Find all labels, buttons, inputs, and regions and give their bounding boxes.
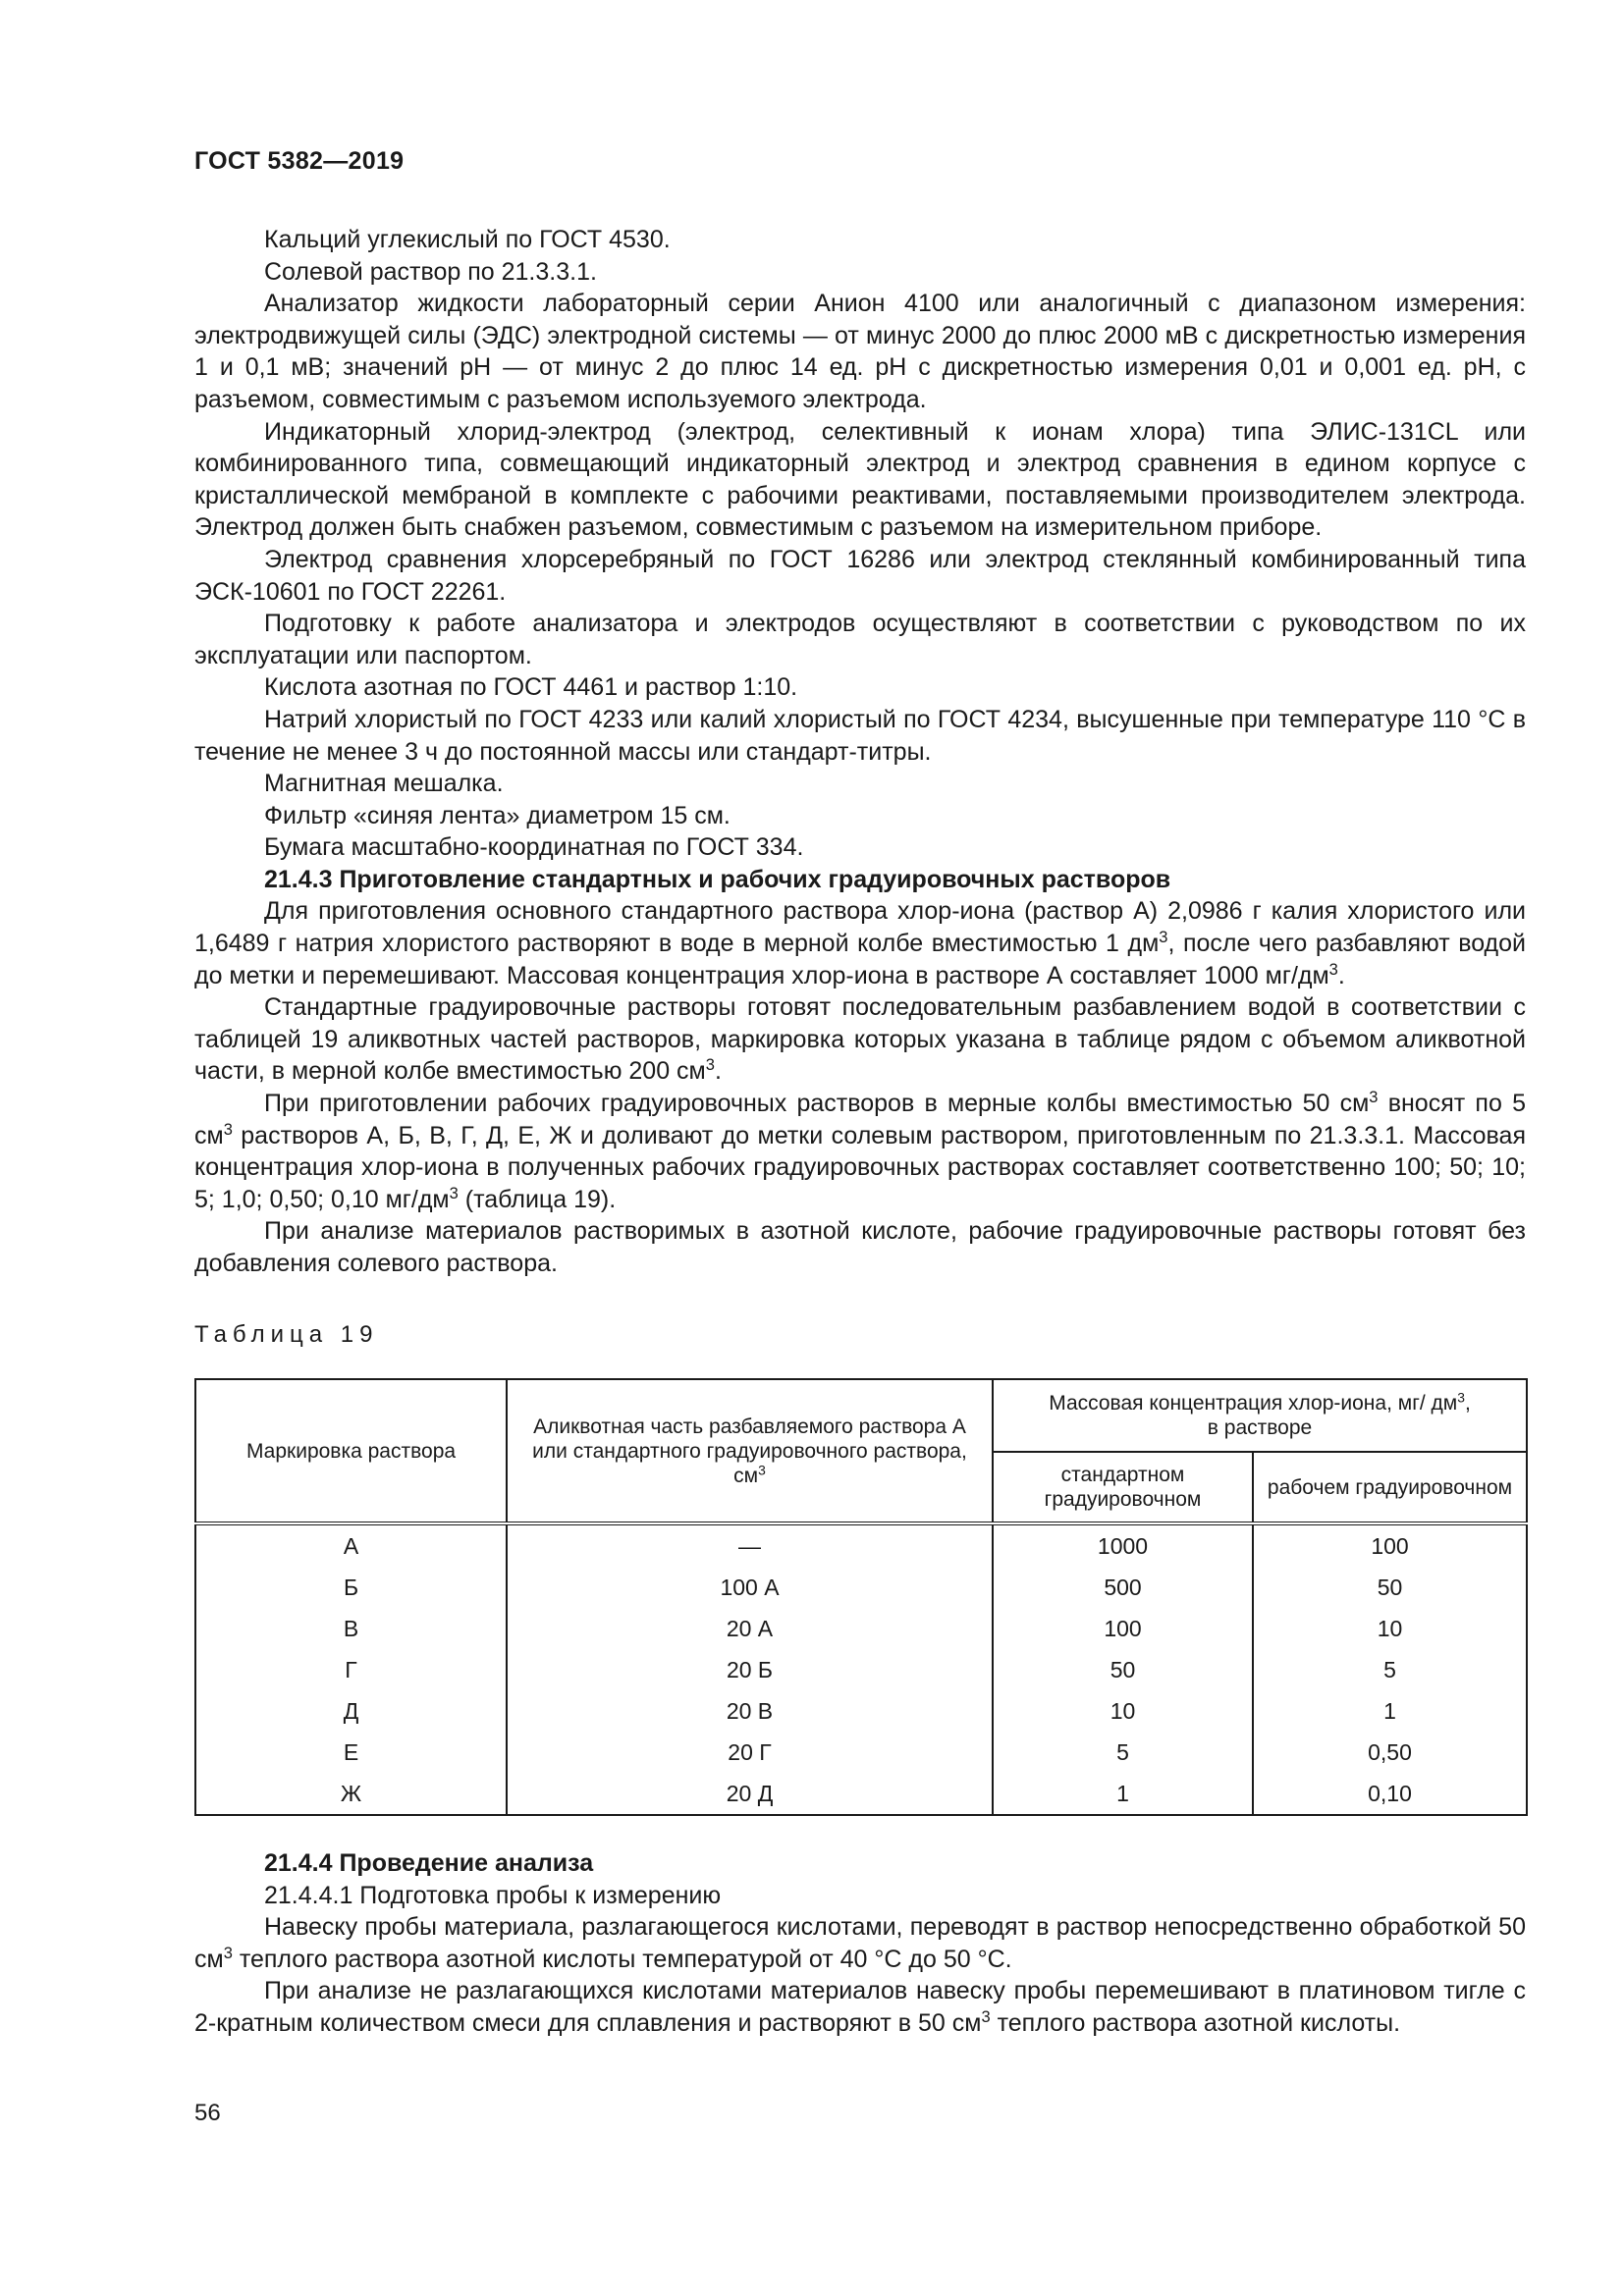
text-span: теплого раствора азотной кислоты температурой от 40 °С до 50 °С. [232, 1945, 1012, 1973]
cell-aliquot: 20 А [507, 1608, 993, 1649]
section-heading-21-4-3: 21.4.3 Приготовление стандартных и рабочих градуировочных растворов [264, 865, 1171, 893]
cell-marking: Г [195, 1649, 507, 1690]
cell-standard: 1 [993, 1773, 1253, 1815]
text-span: , после чего разбавляют водой до метки и перемешивают. Массовая концентрация хлор-иона в растворе А составляет 1000 мг/дм [194, 930, 1527, 989]
cell-working: 1 [1253, 1690, 1527, 1732]
cell-working: 5 [1253, 1649, 1527, 1690]
document-header: ГОСТ 5382—2019 [194, 147, 405, 175]
table-row [195, 1608, 1527, 1649]
superscript: 3 [449, 1184, 459, 1202]
paragraph: Натрий хлористый по ГОСТ 4233 или калий хлористый по ГОСТ 4234, высушенные при температуре 110 °С в течение не менее 3 ч до постоянной массы или стандарт-титры. [194, 705, 1526, 766]
section-heading-21-4-4: 21.4.4 Проведение анализа [264, 1849, 594, 1877]
table-row [195, 1649, 1527, 1690]
header-aliquot-text: Аликвотная часть разбавляемого раствора А или стандартного градуировочного раствора, см [532, 1415, 967, 1487]
table-19 [194, 1378, 1528, 1816]
table-caption: Таблица 19 [194, 1321, 379, 1348]
table-header [195, 1379, 1527, 1523]
superscript: 3 [223, 1944, 233, 1962]
table-row [195, 1732, 1527, 1773]
cell-marking: Ж [195, 1773, 507, 1815]
text-span: Для приготовления основного стандартного раствора хлор-иона (раствор А) 2,0986 г калия хлористого или 1,6489 г натрия хлористого растворяют в воде в мерной колбе вместимостью 1 дм [194, 897, 1526, 958]
cell-working: 100 [1253, 1523, 1527, 1567]
table-row [195, 1773, 1527, 1815]
table-row [195, 1523, 1527, 1567]
paragraph [194, 895, 1526, 991]
header-standard: стандартном градуировочном [993, 1452, 1253, 1523]
paragraph: Индикаторный хлорид-электрод (электрод, селективный к ионам хлора) типа ЭЛИС-131CL или комбинированного типа, совмещающий индикаторный электрод и электрод сравнения в едином корпусе с кристаллической мембраной в комплекте с рабочими реактивами, поставляемыми производителем электрода. Электрод должен быть снабжен разъемом, совместимым с разъемом на измерительном приборе. [194, 417, 1526, 542]
text-span: . [714, 1057, 722, 1086]
superscript: 3 [223, 1120, 233, 1139]
cell-working: 50 [1253, 1567, 1527, 1608]
paragraph [194, 1975, 1526, 2039]
text-span: (таблица 19). [458, 1185, 617, 1213]
superscript: 3 [1328, 960, 1338, 979]
text-span: Навеску пробы материала, разлагающегося кислотами, переводят в раствор непосредственно обработкой 50 см [194, 1913, 1526, 1973]
cell-working: 0,50 [1253, 1732, 1527, 1773]
cell-standard: 100 [993, 1608, 1253, 1649]
header-concentration [993, 1379, 1527, 1452]
paragraph: Подготовку к работе анализатора и электродов осуществляют в соответствии с руководством по их эксплуатации или паспортом. [194, 610, 1526, 669]
cell-marking: Д [195, 1690, 507, 1732]
header-marking: Маркировка раствора [195, 1379, 507, 1523]
header-working: рабочем градуировочном [1253, 1452, 1527, 1523]
text-span: Стандартные градуировочные растворы готовят последовательным разбавлением водой в соответствии с таблицей 19 аликвотных частей растворов, маркировка которых указана в таблице рядом с объемом аликвотной части, в мерной колбе вместимостью 200 см [194, 993, 1526, 1086]
cell-marking: Е [195, 1732, 507, 1773]
cell-standard: 50 [993, 1649, 1253, 1690]
paragraph: Фильтр «синяя лента» диаметром 15 см. [264, 801, 731, 829]
cell-working: 10 [1253, 1608, 1527, 1649]
body-text [194, 224, 1526, 1280]
cell-aliquot: 20 Г [507, 1732, 993, 1773]
cell-marking: А [195, 1523, 507, 1567]
paragraph [194, 991, 1526, 1088]
paragraph [194, 1911, 1526, 1975]
cell-working: 0,10 [1253, 1773, 1527, 1815]
cell-standard: 1000 [993, 1523, 1253, 1567]
paragraph: Кислота азотная по ГОСТ 4461 и раствор 1:10. [264, 673, 798, 702]
header-concentration-sub: в растворе [1207, 1416, 1313, 1439]
table-body [195, 1523, 1527, 1815]
paragraph: Электрод сравнения хлорсеребряный по ГОСТ 16286 или электрод стеклянный комбинированный типа ЭСК-10601 по ГОСТ 22261. [194, 545, 1526, 606]
text-span: вносят по 5 см [194, 1090, 1526, 1149]
paragraph: Солевой раствор по 21.3.3.1. [264, 257, 597, 286]
table-row [195, 1690, 1527, 1732]
cell-standard: 500 [993, 1567, 1253, 1608]
header-concentration-comma: , [1464, 1392, 1471, 1415]
cell-aliquot: 20 Б [507, 1649, 993, 1690]
cell-aliquot: 20 В [507, 1690, 993, 1732]
text-span: теплого раствора азотной кислоты. [990, 2008, 1401, 2037]
paragraph: Кальций углекислый по ГОСТ 4530. [264, 226, 671, 253]
subsection-heading-21-4-4-1: 21.4.4.1 Подготовка пробы к измерению [264, 1881, 722, 1909]
paragraph [194, 1088, 1526, 1215]
text-span: растворов А, Б, В, Г, Д, Е, Ж и доливают до метки солевым раствором, приготовленным по 21.3.3.1. Массовая концентрация хлор-иона в полученных рабочих градуировочных растворах составляет соответственно 100; 50; 10; 5; 1,0; 0,50; 0,10 мг/дм [194, 1121, 1526, 1213]
superscript: 3 [1159, 929, 1168, 946]
superscript: 3 [1457, 1389, 1465, 1406]
cell-marking: Б [195, 1567, 507, 1608]
header-aliquot [507, 1379, 993, 1523]
text-span: При приготовлении рабочих градуировочных растворов в мерные колбы вместимостью 50 см [264, 1090, 1370, 1118]
table-row [195, 1567, 1527, 1608]
page-number: 56 [194, 2100, 221, 2126]
cell-aliquot: 100 А [507, 1567, 993, 1608]
superscript: 3 [1369, 1088, 1379, 1106]
header-concentration-text: Массовая концентрация хлор-иона, мг/ дм [1049, 1392, 1458, 1415]
paragraph: Анализатор жидкости лабораторный серии Анион 4100 или аналогичный с диапазоном измерения: электродвижущей силы (ЭДС) электродной системы — от минус 2000 до плюс 2000 мВ с дискретностью измерения 1 и 0,1 мВ; значений pH — от минус 2 до плюс 14 ед. pH с дискретностью измерения 0,01 и 0,001 ед. pH, с разъемом, совместимым с разъемом используемого электрода. [194, 290, 1526, 413]
superscript: 3 [705, 1056, 715, 1075]
superscript: 3 [758, 1461, 766, 1477]
superscript: 3 [981, 2007, 991, 2026]
text-span: . [1337, 961, 1345, 989]
cell-marking: В [195, 1608, 507, 1649]
paragraph: Магнитная мешалка. [264, 770, 504, 798]
cell-standard: 5 [993, 1732, 1253, 1773]
cell-aliquot: 20 Д [507, 1773, 993, 1815]
cell-standard: 10 [993, 1690, 1253, 1732]
body-text-after-table [194, 1847, 1526, 2040]
text-span: При анализе не разлагающихся кислотами материалов навеску пробы перемешивают в платиновом тигле с 2-кратным количеством смеси для сплавления и растворяют в 50 см [194, 1977, 1526, 2037]
paragraph: Бумага масштабно-координатная по ГОСТ 334. [264, 833, 804, 862]
paragraph: При анализе материалов растворимых в азотной кислоте, рабочие градуировочные растворы готовят без добавления солевого раствора. [194, 1217, 1526, 1277]
cell-aliquot: — [507, 1523, 993, 1567]
